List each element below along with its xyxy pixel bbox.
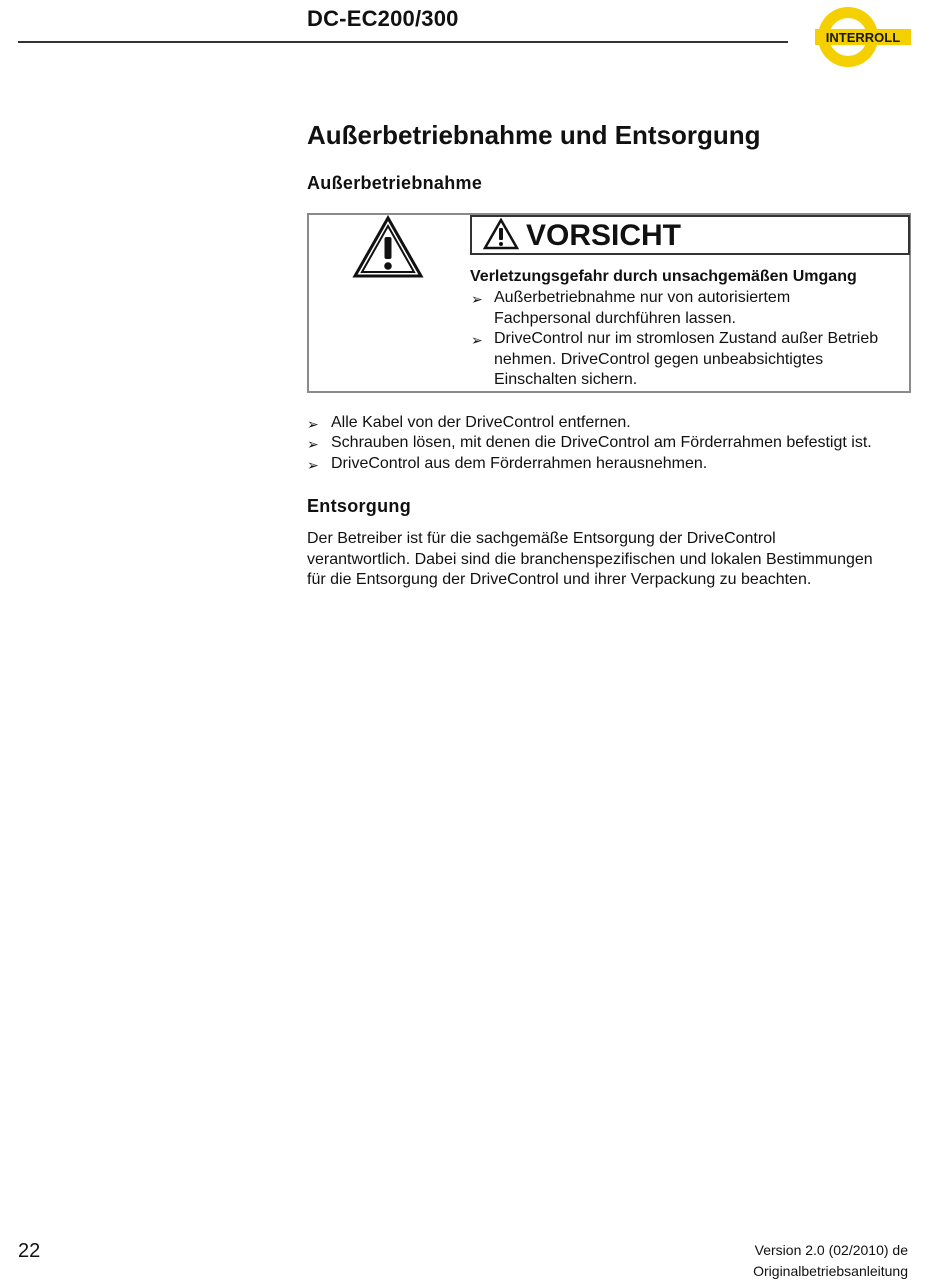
signal-word: VORSICHT: [526, 219, 682, 252]
bullet-arrow-icon: ➢: [307, 457, 319, 473]
disposal-paragraph: [307, 529, 873, 591]
subheading-disposal: Entsorgung: [307, 496, 411, 516]
warning-item-line: Fachpersonal durchführen lassen.: [494, 309, 736, 327]
warning-item-line: nehmen. DriveControl gegen unbeabsichtigtes: [494, 350, 824, 368]
warning-item-line: Außerbetriebnahme nur von autorisiertem: [494, 289, 791, 306]
warning-heading: Verletzungsgefahr durch unsachgemäßen Umgang: [470, 268, 857, 285]
bullet-arrow-icon: ➢: [307, 416, 319, 432]
bullet-arrow-icon: ➢: [471, 332, 483, 348]
step-item: DriveControl aus dem Förderrahmen herausnehmen.: [331, 455, 708, 472]
warning-triangle-icon: [352, 215, 424, 279]
warning-item-line: DriveControl nur im stromlosen Zustand außer Betrieb: [494, 330, 879, 347]
warning-small-icon: [483, 218, 519, 250]
paragraph-line: verantwortlich. Dabei sind die branchenspezifischen und lokalen Bestimmungen: [307, 550, 873, 568]
subheading-decommission: Außerbetriebnahme: [307, 173, 483, 193]
warning-item-line: Einschalten sichern.: [494, 371, 638, 388]
footer-version: [753, 1240, 908, 1282]
document-type-label: Originalbetriebsanleitung: [753, 1263, 908, 1279]
step-item: Schrauben lösen, mit denen die DriveControl am Förderrahmen befestigt ist.: [331, 434, 872, 451]
page-title: Außerbetriebnahme und Entsorgung: [307, 120, 761, 150]
document-title: DC-EC200/300: [307, 6, 459, 31]
paragraph-line: für die Entsorgung der DriveControl und ihrer Verpackung zu beachten.: [307, 571, 812, 588]
page-number: 22: [18, 1240, 41, 1262]
header-divider: [18, 41, 788, 43]
paragraph-line: Der Betreiber ist für die sachgemäße Entsorgung der DriveControl: [307, 530, 776, 547]
bullet-arrow-icon: ➢: [307, 436, 319, 452]
step-item: Alle Kabel von der DriveControl entfernen.: [331, 414, 631, 431]
warning-item: [494, 288, 790, 329]
logo-wordmark: INTERROLL: [825, 30, 901, 45]
interroll-logo: [815, 5, 911, 69]
version-label: Version 2.0 (02/2010) de: [754, 1242, 908, 1258]
warning-item: [494, 329, 878, 391]
bullet-arrow-icon: ➢: [471, 291, 483, 307]
